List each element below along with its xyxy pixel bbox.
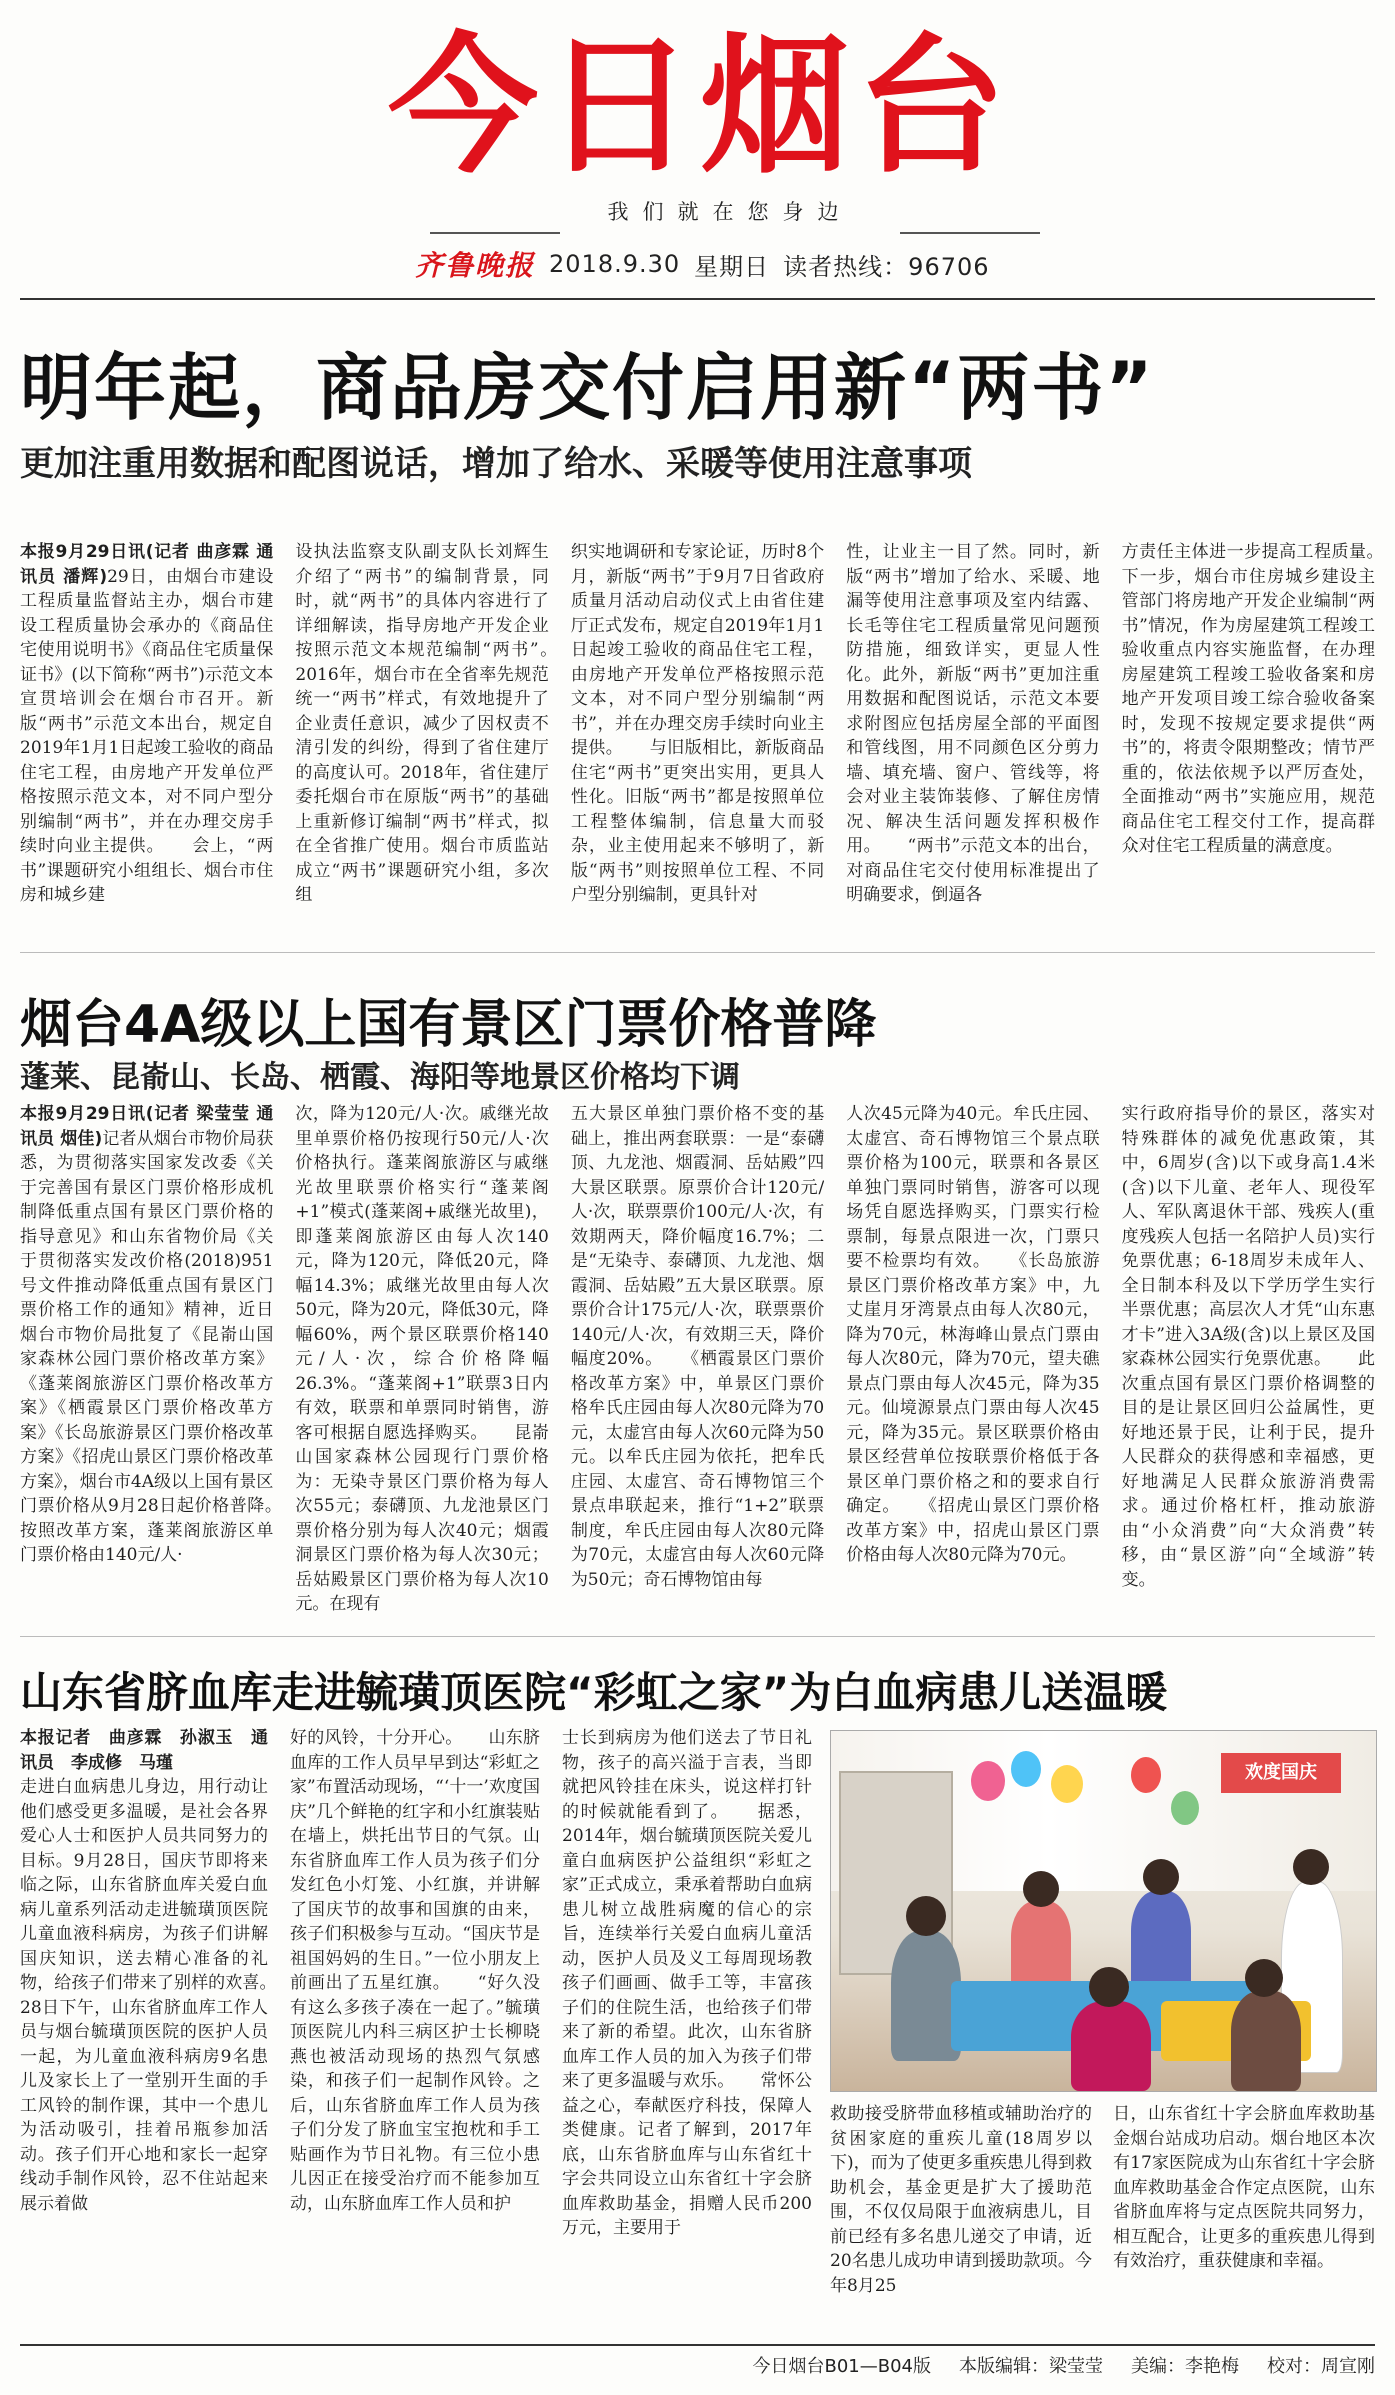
footer-editor: 本版编辑：梁莹莹 [959, 2356, 1103, 2377]
section-divider-1 [20, 952, 1375, 953]
person-figure [1071, 2001, 1151, 2091]
tagline: 我们就在您身边 [607, 200, 853, 224]
article3-text-4: 救助接受脐带血移植或辅助治疗的贫困家庭的重疾儿童(18周岁以下)，而为了使更多重疾患儿得到救助机会，基金更是扩大了援助范围，不仅仅局限于血液病患儿，目前已经有多名患儿递交了申请，近20名患儿成功申请到援助款项。今年8月25 [830, 2104, 1092, 2296]
article3-text-1: 走进白血病患儿身边，用行动让他们感受更多温暖，是社会各界爱心人士和医护人员共同努力的目标。9月28日，国庆节即将来临之际，山东省脐血库关爱白血病儿童系列活动走进毓璜顶医院儿童血液科病房，为孩子们讲解国庆知识，送去精心准备的礼物，给孩子们带来了别样的欢喜。 28日下午，山东省脐血库工作人员与烟台毓璜顶医院的医护人员一起，为儿童血液科病房9名患儿及家长上了一堂别开生面的手工风铃的制作课，其中一个患儿为活动吸引，挂着吊瓶参加活动。孩子们开心地和家长一起穿线动手制作风铃，忍不住站起来展示着做 [20, 1777, 268, 2214]
balloon-icon [1171, 1791, 1199, 1825]
article3-column-5 [1113, 2102, 1375, 2326]
person-head [1023, 1871, 1059, 1907]
article2-text-2: 次，降为120元/人·次。戚继光故里单票价格仍按现行50元/人·次价格执行。蓬莱阁旅游区与戚继光故里联票价格实行“蓬莱阁+1”模式(蓬莱阁+戚继光故里)，即蓬莱阁旅游区由每人次140元，降为120元，降低20元，降幅14.3%；戚继光故里由每人次50元，降为20元，降低30元，降幅60%，两个景区联票价格140元/人·次，综合价格降幅26.3%。“蓬莱阁+1”联票3日内有效，联票和单票同时销售，游客可根据自愿选择购买。 昆嵛山国家森林公园现行门票价格为：无染寺景区门票价格为每人次55元；泰礴顶、九龙池景区门票价格分别为每人次40元；烟霞洞景区门票价格为每人次30元；岳姑殿景区门票价格为每人次10元。在现有 [295, 1104, 549, 1614]
article2-text-5: 实行政府指导价的景区，落实对特殊群体的减免优惠政策，其中，6周岁(含)以下或身高1.4米(含)以下儿童、老年人、现役军人、军队离退休干部、残疾人(重度残疾人包括一名陪护人员)实行免票优惠；6-18周岁未成年人、全日制本科及以下学历学生实行半票优惠；高层次人才凭“山东惠才卡”进入3A级(含)以上景区及国家森林公园实行免票优惠。 此次重点国有景区门票价格调整的目的是让景区回归公益属性，更好地还景于民，让利于民，提升人民群众的获得感和幸福感，更好地满足人民群众旅游消费需求。通过价格杠杆，推动旅游由“小众消费”向“大众消费”转移，由“景区游”向“全域游”转变。 [1121, 1104, 1376, 1590]
paper-logo: 今日烟台 [387, 20, 1012, 194]
article1-text-5: 方责任主体进一步提高工程质量。 下一步，烟台市住房城乡建设主管部门将房地产开发企业编制“两书”情况，作为房屋建筑工程竣工验收重点内容实施监督，在办理房屋建筑工程竣工验收备案和房地产开发项目竣工综合验收备案时，发现不按规定要求提供“两书”的，将责令限期整改；情节严重的，依法依规予以严厉查处，全面推动“两书”实施应用，规范商品住宅工程交付工作，提高群众对住宅工程质量的满意度。 [1121, 542, 1376, 856]
brand-name: 齐鲁晚报 [415, 249, 536, 282]
article1-lead: 本报9月29日讯(记者 曲彦霖 通讯员 潘辉) [20, 542, 274, 587]
person-figure [1011, 1901, 1071, 1991]
article3-text-5: 日，山东省红十字会脐血库救助基金烟台站成功启动。烟台地区本次有17家医院成为山东省红十字会脐血库救助基金合作定点医院，山东省脐血库将与定点医院共同努力，相互配合，让更多的重疾患儿得到有效治疗，重获健康和幸福。 [1113, 2104, 1375, 2271]
masthead [0, 0, 1395, 296]
person-head [1293, 1849, 1329, 1885]
section-divider-2 [20, 1636, 1375, 1637]
person-head [906, 1896, 946, 1936]
photo-banner: 欢度国庆 [1221, 1753, 1341, 1793]
activity-photo [830, 1730, 1377, 2092]
article1-headline: 明年起，商品房交付启用新“两书” [20, 346, 1155, 430]
article3-text-3: 士长到病房为他们送去了节日礼物，孩子的高兴溢于言表，当即就把风铃挂在床头，说这样打针的时候就能看到了。 据悉，2014年，烟台毓璜顶医院关爱儿童白血病医护公益组织“彩虹之家”正式成立，秉承着帮助白血病患儿树立战胜病魔的信心的宗旨，连续举行关爱白血病儿童活动，医护人员及义工每周现场教孩子们画画、做手工等，丰富孩子们的住院生活，也给孩子们带来了新的希望。此次，山东省脐血库工作人员的加入为孩子们带来了更多温暖与欢乐。 常怀公益之心，奉献医疗科技，保障人类健康。记者了解到，2017年底，山东省脐血库与山东省红十字会共同设立山东省红十字会脐血库救助基金，捐赠人民币200万元，主要用于 [562, 1728, 812, 2238]
article1-column-2 [295, 540, 548, 932]
article2-column-4 [846, 1102, 1099, 1626]
footer-designer: 美编：李艳梅 [1131, 2356, 1239, 2377]
person-head [1245, 1959, 1283, 1997]
article1-column-1 [20, 540, 273, 932]
article1-column-3 [571, 540, 824, 932]
article2-body [20, 1102, 1375, 1626]
article3-headline: 山东省脐血库走进毓璜顶医院“彩虹之家”为白血病患儿送温暖 [20, 1668, 1168, 1717]
article1-column-4 [846, 540, 1099, 932]
article3-column-1 [20, 1726, 268, 2326]
reader-hotline: 读者热线：96706 [783, 252, 990, 281]
footer-divider [20, 2344, 1375, 2346]
article2-text-1: 记者从烟台市物价局获悉，为贯彻落实国家发改委《关于完善国有景区门票价格形成机制降低重点国有景区门票价格的指导意见》和山东省物价局《关于贯彻落实发改价格(2018)951号文件推动降低重点国有景区门票价格工作的通知》精神，近日烟台市物价局批复了《昆嵛山国家森林公园门票价格改革方案》《蓬莱阁旅游区门票价格改革方案》《栖霞景区门票价格改革方案》《长岛旅游景区门票价格改革方案》《招虎山景区门票价格改革方案》，烟台市4A级以上国有景区门票价格从9月28日起价格普降。 按照改革方案，蓬莱阁旅游区单门票价格由140元/人· [20, 1128, 274, 1565]
person-figure [1131, 1891, 1191, 1991]
issue-weekday: 星期日 [694, 252, 770, 281]
article2-column-1 [20, 1102, 273, 1626]
article2-headline: 烟台4A级以上国有景区门票价格普降 [20, 995, 877, 1055]
article1-text-1: 29日，由烟台市建设工程质量监督站主办，烟台市建设工程质量协会承办的《商品住宅使用说明书》《商品住宅质量保证书》(以下简称“两书”)示范文本宣贯培训会在烟台市召开。新版“两书”示范文本出台，规定自2019年1月1日起竣工验收的商品住宅工程，由房地产开发单位严格按照示范文本，对不同户型分别编制“两书”，并在办理交房手续时向业主提供。 会上，“两书”课题研究小组组长、烟台市住房和城乡建 [20, 566, 274, 905]
article3-column-2 [290, 1726, 540, 2326]
article2-text-4: 人次45元降为40元。牟氏庄园、太虚宫、奇石博物馆三个景点联票价格为100元，联票和各景区单独门票同时销售，游客可以现场凭自愿选择购买，门票实行检票制，每景点限进一次，门票只要不检票均有效。 《长岛旅游景区门票价格改革方案》中，九丈崖月牙湾景点由每人次80元，降为70元，林海峰山景点门票由每人次80元，降为70元，望夫礁景点门票由每人次45元，降为35元。仙境源景点门票由每人次45元，降为35元。景区联票价格由景区经营单位按联票价格低于各景区单门票价格之和的要求自行确定。 《招虎山景区门票价格改革方案》中，招虎山景区门票价格由每人次80元降为70元。 [846, 1104, 1100, 1565]
article3-column-3 [562, 1726, 812, 2326]
balloon-icon [971, 1761, 1005, 1801]
article1-text-3: 织实地调研和专家论证，历时8个月，新版“两书”于9月7日省政府质量月活动启动仪式上由省住建厅正式发布，规定自2019年1月1日起竣工验收的商品住宅工程，由房地产开发单位严格按照示范文本，对不同户型分别编制“两书”，并在办理交房手续时向业主提供。 与旧版相比，新版商品住宅“两书”更突出实用，更具人性化。旧版“两书”都是按照单位工程整体编制，信息量大而驳杂，业主使用起来不够明了，新版“两书”则按照单位工程、不同户型分别编制，更具针对 [570, 542, 825, 905]
article3-column-4 [830, 2102, 1092, 2326]
article2-column-2 [295, 1102, 548, 1626]
article3-byline: 本报记者 曲彦霖 孙淑玉 通讯员 李成修 马瑾 [20, 1728, 268, 1773]
article2-lead: 本报9月29日讯(记者 梁莹莹 通讯员 烟佳) [20, 1104, 274, 1149]
footer-proofreader: 校对：周宣刚 [1267, 2356, 1375, 2377]
article2-column-5 [1122, 1102, 1375, 1626]
issue-line [415, 244, 990, 284]
article1-text-4: 性，让业主一目了然。同时，新版“两书”增加了给水、采暖、地漏等使用注意事项及室内结露、长毛等住宅工程质量常见问题预防措施，细致详实，更显人性化。此外，新版“两书”更加注重用数据和配图说话，示范文本要求附图应包括房屋全部的平面图和管线图，用不同颜色区分剪力墙、填充墙、窗户、管线等，将会对业主装饰装修、了解住房情况、解决生活问题发挥积极作用。 “两书”示范文本的出台，对商品住宅交付使用标准提出了明确要求，倒逼各 [846, 542, 1100, 905]
article2-column-3 [571, 1102, 824, 1626]
person-head [1143, 1859, 1179, 1895]
issue-date: 2018.9.30 [549, 250, 681, 278]
balloon-icon [1051, 1765, 1083, 1803]
footer [752, 2352, 1375, 2382]
article1-subheadline: 更加注重用数据和配图说话，增加了给水、采暖等使用注意事项 [20, 444, 972, 484]
tagline-rule-left [430, 232, 560, 234]
masthead-divider [20, 298, 1375, 300]
person-head [1089, 1967, 1129, 2007]
article2-subheadline: 蓬莱、昆嵛山、长岛、栖霞、海阳等地景区价格均下调 [20, 1060, 740, 1095]
balloon-icon [1131, 1757, 1161, 1793]
article1-column-5 [1122, 540, 1375, 932]
person-figure [1231, 1991, 1301, 2091]
balloon-icon [1011, 1751, 1041, 1787]
article3-text-2: 好的风铃，十分开心。 山东脐血库的工作人员早早到达“彩虹之家”布置活动现场，“‘十一’欢度国庆”几个鲜艳的红字和小红旗装贴在墙上，烘托出节日的气氛。山东省脐血库工作人员为孩子们分发红色小灯笼、小红旗，并讲解了国庆节的故事和国旗的由来，孩子们积极参与互动。“国庆节是祖国妈妈的生日。”一位小朋友上前画出了五星红旗。 “好久没有这么多孩子凑在一起了。”毓璜顶医院儿内科三病区护士长柳晓燕也被活动现场的热烈气氛感染，和孩子们一起制作风铃。之后，山东省脐血库工作人员为孩子们分发了脐血宝宝抱枕和手工贴画作为节日礼物。有三位小患儿因正在接受治疗而不能参加互动，山东脐血库工作人员和护 [290, 1728, 540, 2214]
tagline-rule-right [900, 232, 1040, 234]
article1-text-2: 设执法监察支队副支队长刘辉生介绍了“两书”的编制背景，同时，就“两书”的具体内容进行了详细解读，指导房地产开发企业按照示范文本规范编制“两书”。 2016年，烟台市在全省率先规范统一“两书”样式，有效地提升了企业责任意识，减少了因权责不清引发的纠纷，得到了省住建厅的高度认可。2018年，省住建厅委托烟台市在原版“两书”的基础上重新修订编制“两书”样式，拟在全省推广使用。烟台市质监站成立“两书”课题研究小组，多次组 [295, 542, 549, 905]
footer-pages: 今日烟台B01—B04版 [752, 2356, 931, 2377]
article1-body [20, 540, 1375, 932]
article2-text-3: 五大景区单独门票价格不变的基础上，推出两套联票：一是“泰礴顶、九龙池、烟霞洞、岳姑殿”四大景区联票。原票价合计120元/人·次，联票票价100元/人·次，有效期两天，降价幅度16.7%；二是“无染寺、泰礴顶、九龙池、烟霞洞、岳姑殿”五大景区联票。原票价合计175元/人·次，联票票价140元/人·次，有效期三天，降价幅度20%。 《栖霞景区门票价格改革方案》中，单景区门票价格牟氏庄园由每人次80元降为70元，太虚宫由每人次60元降为50元。以牟氏庄园为依托，把牟氏庄园、太虚宫、奇石博物馆三个景点串联起来，推行“1+2”联票制度，牟氏庄园由每人次80元降为70元，太虚宫由每人次60元降为50元；奇石博物馆由每 [570, 1104, 825, 1590]
